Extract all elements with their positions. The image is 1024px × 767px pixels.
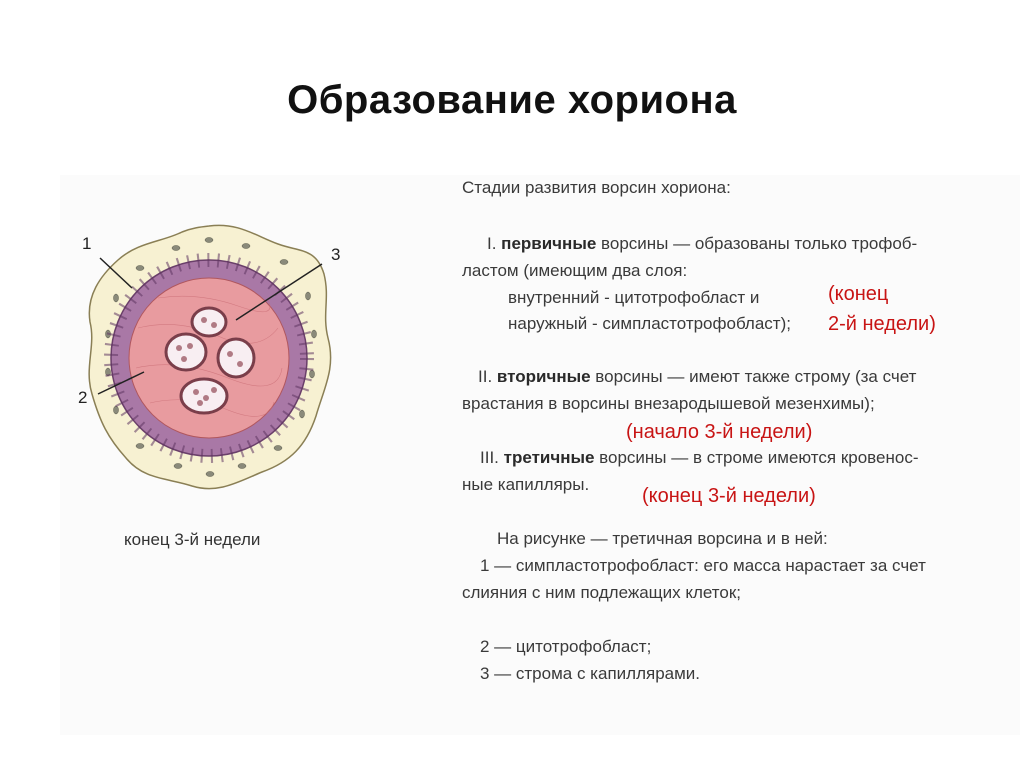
primary-time-note-1: (конец bbox=[828, 283, 889, 305]
diagram-caption: конец 3-й недели bbox=[124, 530, 261, 549]
tertiary-line-1: III. третичные ворсины — в строме имеются кровенос- bbox=[480, 448, 919, 467]
figure-note-intro: На рисунке — третичная ворсина и в ней: bbox=[497, 529, 828, 548]
figure-note-item-3: 3 — строма с капиллярами. bbox=[480, 664, 701, 683]
villus-diagram bbox=[78, 218, 340, 498]
diagram-label-2: 2 bbox=[78, 388, 88, 407]
primary-line-1: I. первичные ворсины — образованы только трофоб- bbox=[487, 234, 918, 253]
stages-heading: Стадии развития ворсин хориона: bbox=[462, 178, 731, 197]
secondary-time-note: (начало 3-й недели) bbox=[626, 421, 813, 443]
tertiary-line-2: ные капилляры. bbox=[462, 475, 590, 494]
tertiary-time-note: (конец 3-й недели) bbox=[642, 485, 816, 507]
primary-term: первичные bbox=[501, 234, 597, 253]
secondary-term: вторичные bbox=[496, 367, 591, 386]
primary-time-note-2: 2-й недели) bbox=[828, 313, 936, 335]
primary-line-3: внутренний - цитотрофобласт и bbox=[508, 288, 760, 307]
secondary-line-1: II. вторичные ворсины — имеют также строму (за счет bbox=[478, 367, 917, 386]
primary-line-2: ластом (имеющим два слоя: bbox=[462, 261, 688, 280]
figure-note-item-1-line-1: 1 — симпластотрофобласт: его масса нарастает за счет bbox=[480, 556, 926, 575]
slide-title: Образование хориона bbox=[287, 78, 737, 122]
tertiary-term: третичные bbox=[503, 448, 595, 467]
figure-note-item-2: 2 — цитотрофобласт; bbox=[480, 637, 652, 656]
diagram-label-1: 1 bbox=[82, 234, 92, 253]
figure-note-item-1-line-2: слияния с ним подлежащих клеток; bbox=[462, 583, 742, 602]
diagram-label-3: 3 bbox=[331, 245, 341, 264]
primary-line-4: наружный - симпластотрофобласт); bbox=[508, 314, 791, 333]
secondary-line-2: врастания в ворсины внезародышевой мезенхимы); bbox=[462, 394, 875, 413]
